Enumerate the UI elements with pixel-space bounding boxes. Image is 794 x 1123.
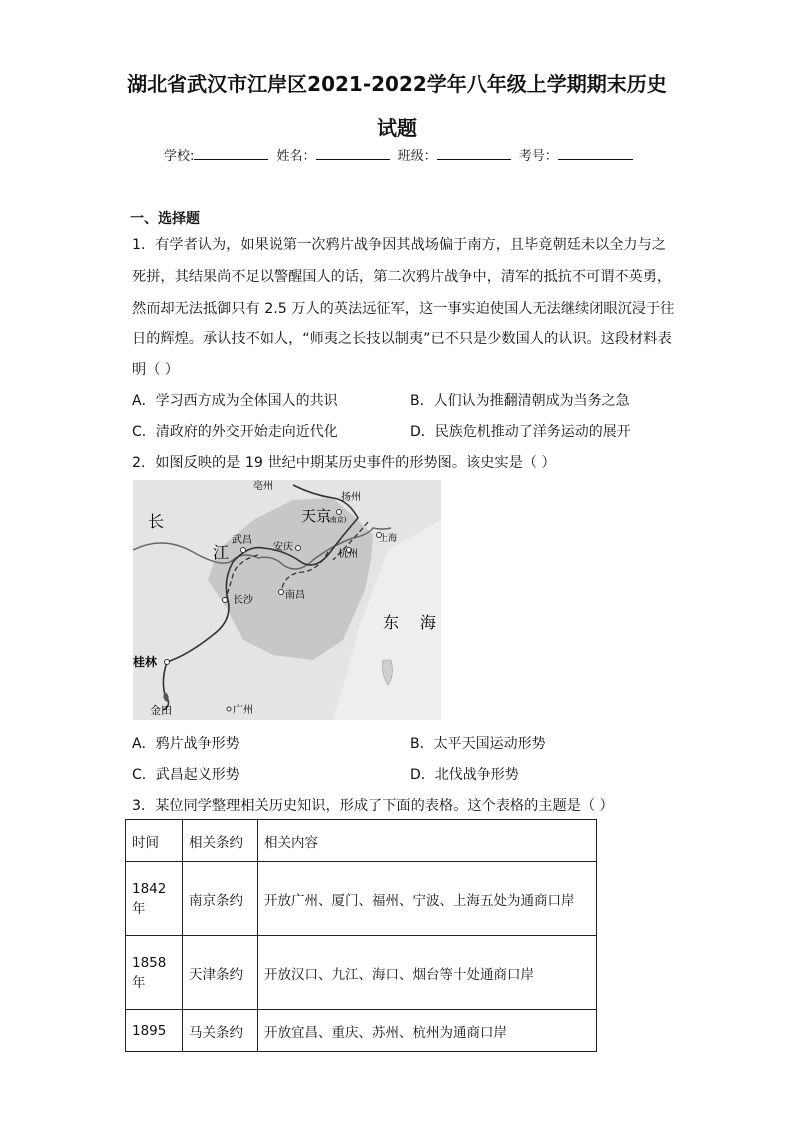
table-header: 时间: [126, 820, 183, 862]
q1-stem-line: 然而却无法抵御只有 2.5 万人的英法远征军，这一事实迫使国人无法继续闭眼沉浸于往: [132, 301, 675, 317]
city-label: 安庆: [273, 542, 293, 553]
name-label: 姓名：: [276, 149, 316, 164]
year-cell: 1842 年: [126, 862, 183, 936]
city-label: 天京: [301, 507, 332, 525]
city-label: (南京): [327, 516, 347, 524]
sea-label: 海: [420, 613, 437, 632]
q1-option-c[interactable]: C．清政府的外交开始走向近代化: [132, 424, 338, 440]
q2-option-c[interactable]: C．武昌起义形势: [132, 767, 240, 783]
city-label: 扬州: [341, 492, 361, 503]
treaty-table: [125, 819, 597, 1052]
q3-stem: 3．某位同学整理相关历史知识，形成了下面的表格。这个表格的主题是（ ）: [132, 798, 614, 814]
city-marker: [241, 548, 246, 553]
table-row: [126, 936, 597, 1010]
city-marker: [279, 590, 284, 595]
year-cell: 1895: [126, 1010, 183, 1052]
name-field[interactable]: [316, 147, 390, 160]
taiping-map: [133, 480, 441, 720]
city-label: 上海: [379, 534, 398, 544]
treaty-cell: 南京条约: [183, 862, 258, 936]
document-title-line2: 试题: [377, 116, 417, 140]
q1-stem-line: 日的辉煌。承认技不如人，“师夷之长技以制夷”已不只是少数国人的认识。这段材料表: [132, 331, 672, 347]
city-label: 南昌: [285, 590, 305, 601]
river-label: 江: [213, 543, 230, 562]
city-marker: [337, 510, 342, 515]
table-row: [126, 1010, 597, 1052]
city-label: 金田: [150, 704, 172, 717]
river-label: 长: [148, 512, 165, 531]
q2-option-d[interactable]: D．北伐战争形势: [410, 767, 519, 783]
school-label: 学校:: [164, 149, 195, 164]
q2-stem: 2．如图反映的是 19 世纪中期某历史事件的形势图。该史实是（ ）: [132, 455, 556, 471]
student-info-row: [164, 145, 637, 164]
q1-option-d[interactable]: D．民族危机推动了洋务运动的展开: [410, 424, 631, 440]
city-label: 武昌: [232, 535, 252, 546]
q1-stem-line: 明（ ）: [132, 362, 180, 378]
table-row: [126, 862, 597, 936]
city-label: 亳州: [253, 481, 273, 492]
sea-label: 东: [383, 613, 400, 632]
content-cell: 开放广州、厦门、福州、宁波、上海五处为通商口岸: [258, 862, 597, 936]
city-label: 桂林: [133, 655, 158, 669]
q2-option-b[interactable]: B．太平天国运动形势: [410, 736, 546, 752]
treaty-cell: 马关条约: [183, 1010, 258, 1052]
q1-stem-line: 死拼，其结果尚不足以警醒国人的话，第二次鸦片战争中，清军的抵抗不可谓不英勇，: [132, 269, 672, 285]
number-field[interactable]: [558, 147, 633, 160]
city-marker: [296, 546, 301, 551]
city-label: 杭州: [338, 549, 358, 560]
table-header-row: [126, 820, 597, 862]
city-marker: [165, 660, 170, 665]
q2-option-a[interactable]: A．鸦片战争形势: [132, 736, 240, 752]
content-cell: 开放汉口、九江、海口、烟台等十处通商口岸: [258, 936, 597, 1010]
treaty-cell: 天津条约: [183, 936, 258, 1010]
city-label: 长沙: [233, 595, 253, 606]
class-field[interactable]: [437, 147, 511, 160]
document-title-line1: 湖北省武汉市江岸区2021-2022学年八年级上学期期末历史: [127, 72, 667, 96]
year-cell: 1858 年: [126, 936, 183, 1010]
city-label: 广州: [233, 705, 253, 716]
q1-stem-line: 1．有学者认为，如果说第一次鸦片战争因其战场偏于南方，且毕竟朝廷未以全力与之: [132, 237, 666, 253]
number-label: 考号：: [518, 149, 558, 164]
school-field[interactable]: [194, 147, 268, 160]
city-marker: [227, 707, 231, 711]
q1-option-b[interactable]: B．人们认为推翻清朝成为当务之急: [410, 393, 630, 409]
table-header: 相关内容: [258, 820, 597, 862]
content-cell: 开放宜昌、重庆、苏州、杭州为通商口岸: [258, 1010, 597, 1052]
section-title: 一、选择题: [130, 211, 200, 227]
table-header: 相关条约: [183, 820, 258, 862]
city-marker: [223, 598, 228, 603]
q1-option-a[interactable]: A．学习西方成为全体国人的共识: [132, 393, 338, 409]
class-label: 班级：: [397, 149, 437, 164]
